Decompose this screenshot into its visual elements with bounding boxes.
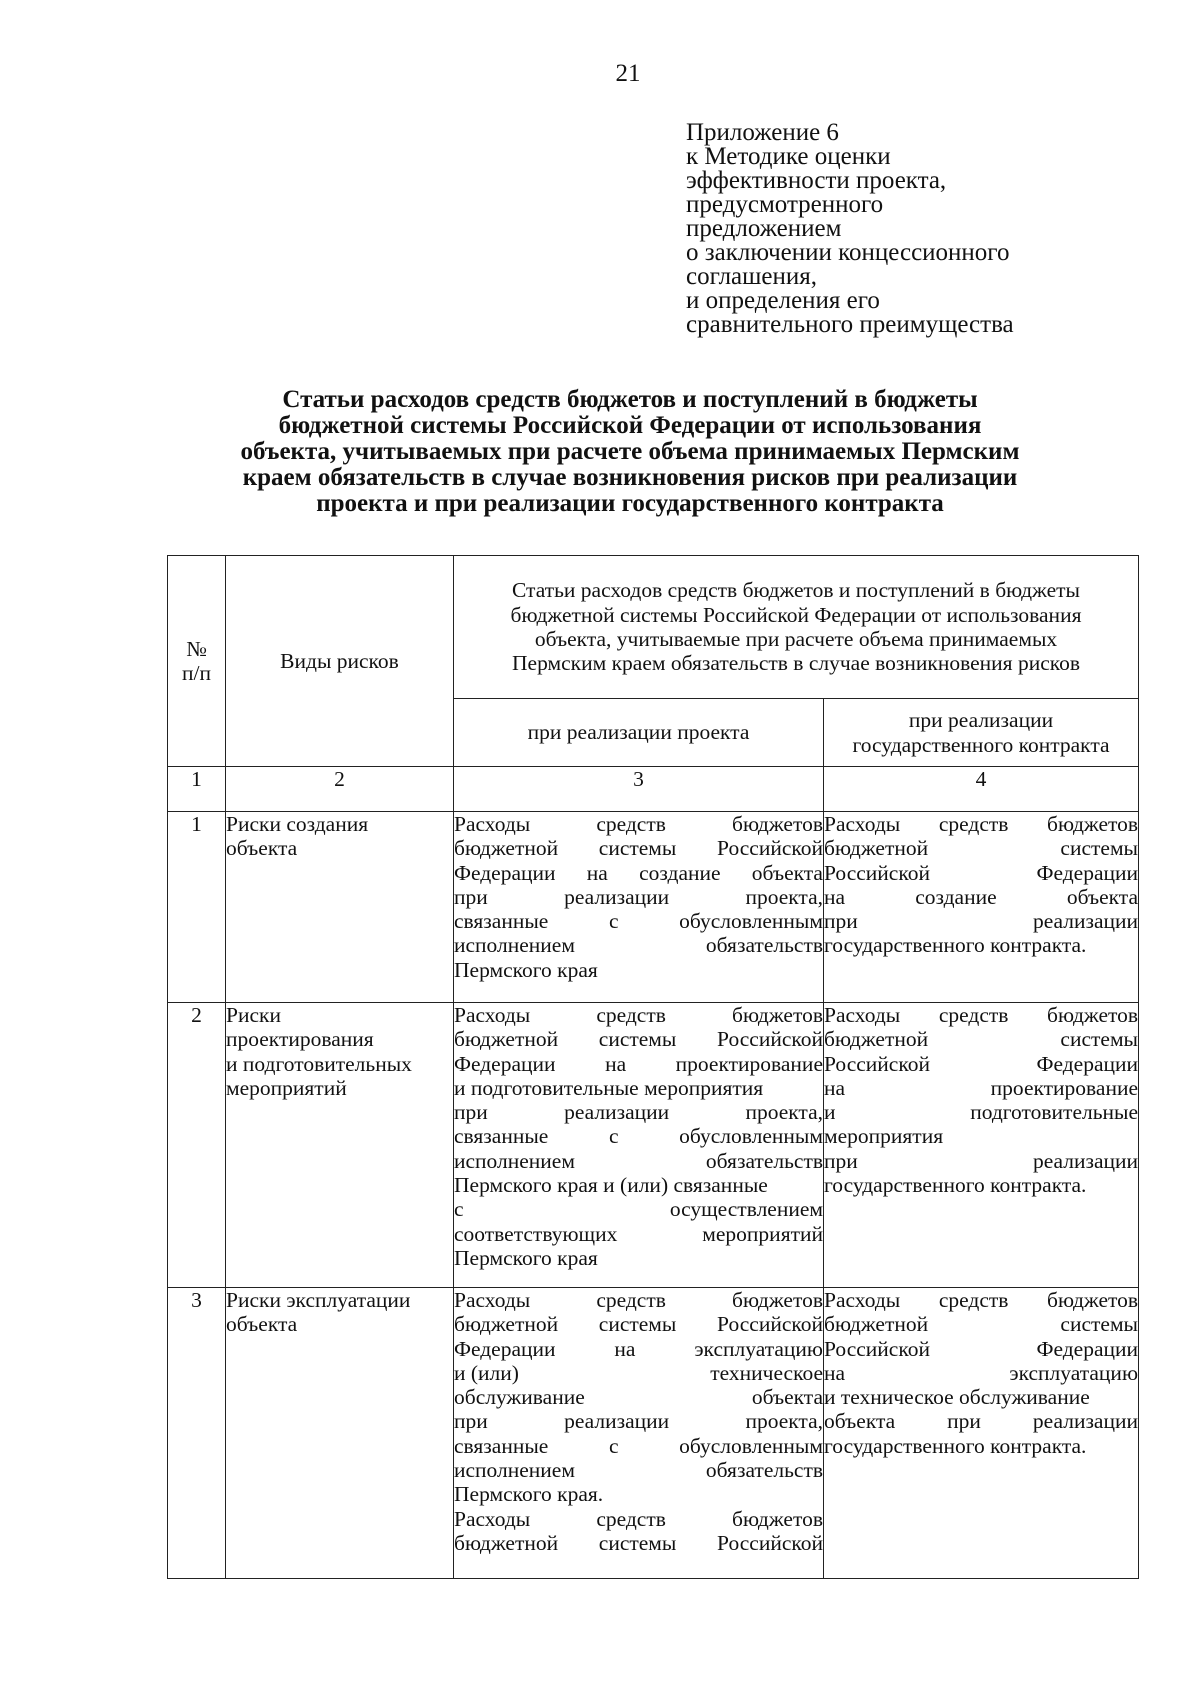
word: бюджетов <box>732 1003 823 1027</box>
project-expenses-cell <box>454 1288 824 1579</box>
word: Расходы <box>824 1288 901 1312</box>
word: при <box>454 1100 488 1125</box>
word: средств <box>596 1506 666 1531</box>
word: эксплуатацию <box>694 1336 823 1361</box>
word: средств <box>596 812 666 836</box>
header-num <box>168 556 226 767</box>
project-text-line <box>454 1385 823 1409</box>
word: системы <box>598 1312 677 1337</box>
word: Российской <box>717 836 823 861</box>
word: проектирование <box>675 1051 823 1076</box>
title-line: Статьи расходов средств бюджетов и поступлений в бюджеты <box>282 386 978 413</box>
word: Российской <box>717 1312 823 1337</box>
word: Пермского края. <box>454 1482 604 1507</box>
word: на <box>605 1051 627 1076</box>
project-expenses-cell <box>454 812 824 1003</box>
header-num-line: № <box>186 636 207 661</box>
word: Российской <box>717 1530 823 1555</box>
risk-type-line: и подготовительных <box>226 1051 412 1076</box>
contract-text-line <box>824 861 1138 885</box>
word: бюджетов <box>1047 1003 1139 1027</box>
word: проекта, <box>745 884 823 909</box>
header-risk-types: Виды рисков <box>226 556 454 767</box>
word: Российской <box>824 1051 930 1076</box>
project-text-line <box>454 958 823 982</box>
risk-type-cell <box>226 812 454 1003</box>
word: системы <box>598 836 677 861</box>
word: обязательств <box>705 933 823 958</box>
risk-type-line: объекта <box>226 1312 298 1337</box>
word: реализации <box>1032 1409 1138 1434</box>
word: и (или) <box>454 1360 519 1385</box>
word: Федерации <box>454 1051 556 1076</box>
appendix-line: предусмотренного <box>686 191 884 218</box>
project-text-line <box>454 1482 823 1506</box>
word: Федерации <box>454 1336 556 1361</box>
appendix-line: предложением <box>686 215 842 242</box>
word: Федерации <box>1036 860 1139 885</box>
word: создание <box>639 860 721 885</box>
word: Российской <box>824 1336 930 1361</box>
appendix-line: Приложение 6 <box>686 119 839 146</box>
word: Расходы <box>454 1506 531 1531</box>
project-text-line <box>454 1100 823 1124</box>
column-number-2: 2 <box>226 767 454 812</box>
word: Расходы <box>824 812 901 836</box>
word: мероприятий <box>702 1221 823 1246</box>
word: Расходы <box>454 1003 531 1027</box>
project-text-line <box>454 1361 823 1385</box>
contract-expenses-cell <box>824 1003 1139 1288</box>
word: связанные <box>454 909 549 934</box>
word: обусловленным <box>679 1124 823 1149</box>
word: Пермского края <box>454 957 598 982</box>
table-header-row <box>168 556 1139 699</box>
title-line: бюджетной системы Российской Федерации от использования <box>278 412 982 439</box>
word: реализации <box>564 1409 670 1434</box>
header-project <box>454 699 824 767</box>
header-group-line: Статьи расходов средств бюджетов и поступлений в бюджеты <box>512 578 1080 603</box>
project-text-line <box>454 1149 823 1173</box>
project-text-line <box>454 1173 823 1197</box>
word: Расходы <box>824 1003 901 1027</box>
header-group-line: Пермским краем обязательств в случае возникновения рисков <box>512 651 1080 676</box>
word: связанные <box>454 1433 549 1458</box>
word: средств <box>938 1288 1009 1312</box>
project-text-line <box>454 1076 823 1100</box>
header-contract <box>824 699 1139 767</box>
word: эксплуатацию <box>1009 1360 1139 1385</box>
header-group <box>454 556 1139 699</box>
project-text-line <box>454 1124 823 1148</box>
page-number: 21 <box>615 60 641 87</box>
word: объекта <box>751 860 823 885</box>
project-text-line <box>454 1246 823 1270</box>
word: реализации <box>1032 909 1139 934</box>
title-line: объекта, учитываемых при расчете объема принимаемых Пермским <box>240 438 1020 465</box>
contract-text-line <box>824 1052 1138 1076</box>
word: Федерации <box>1036 1051 1139 1076</box>
table-row <box>168 812 1139 1003</box>
word: на <box>824 884 846 909</box>
header-contract-line: при реализации <box>908 708 1054 733</box>
header-contract-line: государственного контракта <box>852 732 1110 757</box>
word: обусловленным <box>679 1433 823 1458</box>
appendix-line: соглашения, <box>686 263 818 290</box>
word: реализации <box>564 884 670 909</box>
project-text-line <box>454 1458 823 1482</box>
word: с <box>608 1124 619 1149</box>
word: бюджетной <box>454 1312 559 1337</box>
contract-text-line <box>824 1149 1138 1173</box>
word: с <box>454 1197 464 1222</box>
header-group-line: бюджетной системы Российской Федерации от использования <box>510 602 1082 627</box>
project-text-line <box>454 1052 823 1076</box>
word: бюджетной <box>454 1027 559 1052</box>
word: Пермского края и (или) связанные <box>454 1173 768 1198</box>
contract-text-line <box>824 1124 1138 1148</box>
word: реализации <box>1032 1148 1139 1173</box>
risk-type-line: объекта <box>226 836 298 861</box>
project-text-line <box>454 1507 823 1531</box>
project-text-line <box>454 1434 823 1458</box>
word: обслуживание <box>454 1385 585 1410</box>
header-project-line: при реализации проекта <box>527 720 750 745</box>
word: Российской <box>717 1027 823 1052</box>
contract-text-line <box>824 1312 1138 1336</box>
word: системы <box>598 1027 677 1052</box>
word: бюджетной <box>824 1027 929 1052</box>
word: обязательств <box>705 1458 823 1483</box>
word: с <box>608 909 619 934</box>
contract-text-line <box>824 933 1138 957</box>
word: исполнением <box>454 1458 575 1483</box>
word: техническое <box>710 1360 823 1385</box>
contract-text-line <box>824 1288 1138 1312</box>
word: на <box>824 1360 846 1385</box>
contract-text-line <box>824 885 1138 909</box>
word: исполнением <box>454 933 575 958</box>
title-line: проекта и при реализации государственного контракта <box>316 490 944 517</box>
word: государственного контракта. <box>824 1433 1087 1458</box>
word: бюджетов <box>732 1288 823 1312</box>
contract-text-line <box>824 812 1138 836</box>
word: объекта <box>751 1385 823 1410</box>
project-text-line <box>454 933 823 957</box>
project-text-line <box>454 909 823 933</box>
project-text-line <box>454 1288 823 1312</box>
project-text-line <box>454 885 823 909</box>
word: бюджетной <box>824 836 929 861</box>
contract-text-line <box>824 909 1138 933</box>
risk-type-cell <box>226 1288 454 1579</box>
project-text-line <box>454 836 823 860</box>
project-expenses-cell <box>454 1003 824 1288</box>
word: средств <box>596 1003 666 1027</box>
appendix-line: к Методике оценки <box>686 143 891 170</box>
column-numbers-row <box>168 767 1139 812</box>
risk-type-cell <box>226 1003 454 1288</box>
word: связанные <box>454 1124 549 1149</box>
word: средств <box>938 812 1009 836</box>
risk-type-line: Риски эксплуатации <box>226 1288 411 1312</box>
word: соответствующих <box>454 1221 618 1246</box>
risk-type-line: проектирования <box>226 1027 374 1052</box>
word: Федерации <box>454 860 556 885</box>
word: бюджетной <box>454 836 559 861</box>
column-number-4: 4 <box>824 767 1139 812</box>
header-group-line: объекта, учитываемые при расчете объема принимаемых <box>534 627 1058 651</box>
row-number: 3 <box>168 1288 226 1579</box>
word: с <box>608 1433 619 1458</box>
word: средств <box>938 1003 1009 1027</box>
word: Расходы <box>454 812 531 836</box>
contract-text-line <box>824 1434 1138 1458</box>
word: системы <box>598 1530 677 1555</box>
risk-type-line: мероприятий <box>226 1075 347 1100</box>
table-row <box>168 1003 1139 1288</box>
contract-text-line <box>824 1409 1138 1433</box>
word: и <box>824 1100 836 1125</box>
word: при <box>824 1148 858 1173</box>
row-number: 1 <box>168 812 226 1003</box>
word: бюджетов <box>1047 1288 1139 1312</box>
project-text-line <box>454 1003 823 1027</box>
word: проекта, <box>745 1409 823 1434</box>
appendix-line: о заключении концессионного <box>686 239 1010 266</box>
word: Расходы <box>454 1288 531 1312</box>
word: на <box>586 860 608 885</box>
contract-text-line <box>824 1361 1138 1385</box>
word: при <box>824 909 858 934</box>
risk-type-line: Риски создания <box>226 812 369 836</box>
contract-text-line <box>824 1337 1138 1361</box>
word: при <box>454 884 488 909</box>
contract-text-line <box>824 836 1138 860</box>
word: Российской <box>824 860 930 885</box>
project-text-line <box>454 1337 823 1361</box>
word: на <box>824 1075 846 1100</box>
risks-table <box>167 555 1139 1579</box>
word: подготовительные <box>970 1100 1139 1125</box>
word: бюджетной <box>824 1312 929 1337</box>
project-text-line <box>454 1531 823 1555</box>
title-line: краем обязательств в случае возникновения рисков при реализации <box>242 464 1018 491</box>
word: на <box>614 1336 636 1361</box>
word: объекта <box>1066 884 1138 909</box>
word: государственного контракта. <box>824 933 1087 958</box>
contract-text-line <box>824 1385 1138 1409</box>
project-text-line <box>454 1027 823 1051</box>
appendix-header <box>686 121 1014 337</box>
project-text-line <box>454 861 823 885</box>
project-text-line <box>454 812 823 836</box>
document-title <box>150 387 1110 517</box>
word: при <box>454 1409 488 1434</box>
header-num-line: п/п <box>182 661 211 685</box>
project-text-line <box>454 1312 823 1336</box>
word: обязательств <box>705 1148 823 1173</box>
word: Пермского края <box>454 1245 598 1270</box>
word: и подготовительные мероприятия <box>454 1075 764 1100</box>
column-number-1: 1 <box>168 767 226 812</box>
risk-type-line: Риски <box>226 1003 281 1027</box>
word: при <box>947 1409 981 1434</box>
word: Федерации <box>1036 1336 1139 1361</box>
contract-expenses-cell <box>824 812 1139 1003</box>
word: мероприятия <box>824 1124 944 1149</box>
word: бюджетов <box>732 812 823 836</box>
contract-text-line <box>824 1027 1138 1051</box>
word: исполнением <box>454 1148 575 1173</box>
word: системы <box>1060 836 1139 861</box>
appendix-line: сравнительного преимущества <box>686 311 1014 338</box>
word: реализации <box>564 1100 670 1125</box>
appendix-line: эффективности проекта, <box>686 167 947 194</box>
word: системы <box>1060 1027 1139 1052</box>
project-text-line <box>454 1222 823 1246</box>
word: системы <box>1060 1312 1139 1337</box>
word: и техническое обслуживание <box>824 1385 1090 1410</box>
table-row <box>168 1288 1139 1579</box>
project-text-line <box>454 1409 823 1433</box>
contract-text-line <box>824 1173 1138 1197</box>
word: осуществлением <box>669 1197 823 1222</box>
appendix-line: и определения его <box>686 287 880 314</box>
project-text-line <box>454 1197 823 1221</box>
word: обусловленным <box>679 909 823 934</box>
contract-text-line <box>824 1100 1138 1124</box>
word: бюджетной <box>454 1530 559 1555</box>
word: бюджетов <box>1047 812 1139 836</box>
word: средств <box>596 1288 666 1312</box>
contract-text-line <box>824 1076 1138 1100</box>
word: бюджетов <box>732 1506 823 1531</box>
word: проектирование <box>990 1075 1139 1100</box>
contract-expenses-cell <box>824 1288 1139 1579</box>
word: объекта <box>824 1409 896 1434</box>
row-number: 2 <box>168 1003 226 1288</box>
word: создание <box>915 884 997 909</box>
word: государственного контракта. <box>824 1173 1087 1198</box>
word: проекта, <box>745 1100 823 1125</box>
column-number-3: 3 <box>454 767 824 812</box>
contract-text-line <box>824 1003 1138 1027</box>
